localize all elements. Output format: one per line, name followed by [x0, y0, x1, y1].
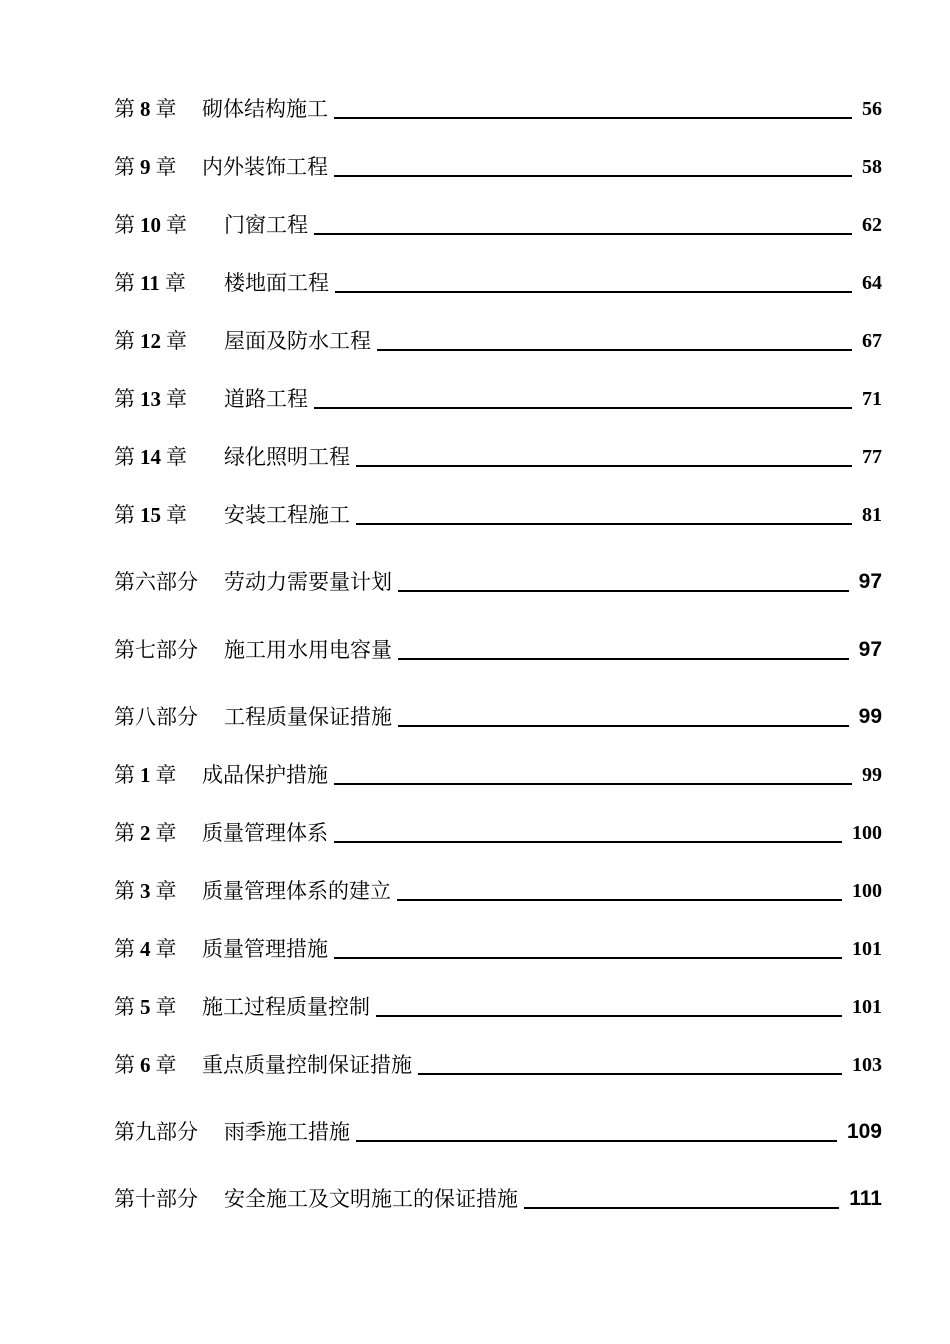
toc-page-number: 71 — [862, 388, 882, 410]
toc-title: 劳动力需要量计划 — [224, 570, 392, 594]
toc-entry[interactable] — [114, 1052, 882, 1078]
toc-page-number: 99 — [858, 705, 882, 728]
toc-chapter-label: 第 2 章 — [114, 821, 177, 845]
toc-page-number: 97 — [858, 570, 882, 593]
toc-title: 楼地面工程 — [224, 271, 329, 295]
toc-leader-line — [334, 782, 852, 785]
toc-page-number: 67 — [862, 330, 882, 352]
toc-chapter-label: 第 4 章 — [114, 937, 177, 961]
toc-entry[interactable] — [114, 270, 882, 296]
toc-entry[interactable] — [114, 878, 882, 904]
toc-page-number: 77 — [862, 446, 882, 468]
toc-page-number: 64 — [862, 272, 882, 294]
toc-entry[interactable] — [114, 444, 882, 470]
toc-title: 雨季施工措施 — [224, 1120, 350, 1144]
toc-entry[interactable] — [114, 994, 882, 1020]
toc-chapter-label: 第 8 章 — [114, 97, 177, 121]
toc-part-entry[interactable] — [114, 569, 882, 595]
toc-page-number: 109 — [846, 1120, 882, 1143]
toc-leader-line — [418, 1072, 842, 1075]
toc-title: 重点质量控制保证措施 — [202, 1053, 412, 1077]
toc-leader-line — [334, 116, 852, 119]
toc-entry[interactable] — [114, 212, 882, 238]
toc-part-entry[interactable] — [114, 1119, 882, 1145]
toc-part-label: 第十部分 — [114, 1187, 198, 1211]
toc-part-label: 第八部分 — [114, 705, 198, 729]
toc-page-number: 62 — [862, 214, 882, 236]
toc-title: 门窗工程 — [224, 213, 308, 237]
toc-title: 内外装饰工程 — [202, 155, 328, 179]
toc-page-number: 101 — [852, 996, 882, 1018]
toc-leader-line — [334, 840, 842, 843]
toc-leader-line — [314, 232, 852, 235]
toc-leader-line — [377, 348, 852, 351]
toc-title: 施工过程质量控制 — [202, 995, 370, 1019]
toc-chapter-label: 第 12 章 — [114, 329, 187, 353]
toc-title: 质量管理体系的建立 — [202, 879, 391, 903]
toc-page-number: 101 — [852, 938, 882, 960]
toc-title: 施工用水用电容量 — [224, 638, 392, 662]
toc-entry[interactable] — [114, 502, 882, 528]
toc-page-number: 97 — [858, 638, 882, 661]
toc-page-number: 81 — [862, 504, 882, 526]
toc-entry[interactable] — [114, 96, 882, 122]
toc-leader-line — [376, 1014, 842, 1017]
toc-leader-line — [398, 657, 849, 660]
toc-chapter-label: 第 10 章 — [114, 213, 187, 237]
toc-chapter-label: 第 14 章 — [114, 445, 187, 469]
toc-title: 绿化照明工程 — [224, 445, 350, 469]
toc-entry[interactable] — [114, 936, 882, 962]
toc-chapter-label: 第 3 章 — [114, 879, 177, 903]
toc-leader-line — [334, 174, 852, 177]
toc-leader-line — [356, 464, 852, 467]
toc-page-number: 100 — [852, 822, 882, 844]
toc-part-entry[interactable] — [114, 1186, 882, 1212]
toc-page-number: 99 — [862, 764, 882, 786]
toc-page-number: 100 — [852, 880, 882, 902]
toc-title: 安全施工及文明施工的保证措施 — [224, 1187, 518, 1211]
toc-page-number: 111 — [849, 1187, 882, 1210]
toc-chapter-label: 第 13 章 — [114, 387, 187, 411]
toc-chapter-label: 第 5 章 — [114, 995, 177, 1019]
toc-page-number: 103 — [852, 1054, 882, 1076]
toc-chapter-label: 第 15 章 — [114, 503, 187, 527]
toc-leader-line — [398, 589, 849, 592]
toc-title: 工程质量保证措施 — [224, 705, 392, 729]
toc-part-entry[interactable] — [114, 704, 882, 730]
toc-entry[interactable] — [114, 820, 882, 846]
toc-leader-line — [334, 956, 842, 959]
toc-title: 质量管理措施 — [202, 937, 328, 961]
toc-part-label: 第九部分 — [114, 1120, 198, 1144]
toc-chapter-label: 第 1 章 — [114, 763, 177, 787]
toc-title: 砌体结构施工 — [202, 97, 328, 121]
toc-leader-line — [524, 1206, 839, 1209]
toc-entry[interactable] — [114, 386, 882, 412]
toc-leader-line — [356, 1139, 837, 1142]
toc-title: 道路工程 — [224, 387, 308, 411]
toc-title: 成品保护措施 — [202, 763, 328, 787]
toc-page-number: 56 — [862, 98, 882, 120]
toc-leader-line — [356, 522, 852, 525]
toc-entry[interactable] — [114, 154, 882, 180]
toc-chapter-label: 第 9 章 — [114, 155, 177, 179]
toc-leader-line — [335, 290, 852, 293]
toc-part-label: 第六部分 — [114, 570, 198, 594]
toc-chapter-label: 第 11 章 — [114, 271, 186, 295]
toc-leader-line — [397, 898, 842, 901]
toc-entry[interactable] — [114, 328, 882, 354]
toc-title: 质量管理体系 — [202, 821, 328, 845]
toc-part-entry[interactable] — [114, 637, 882, 663]
toc-title: 屋面及防水工程 — [224, 329, 371, 353]
toc-leader-line — [398, 724, 849, 727]
toc-chapter-label: 第 6 章 — [114, 1053, 177, 1077]
toc-entry[interactable] — [114, 762, 882, 788]
toc-page-number: 58 — [862, 156, 882, 178]
toc-title: 安装工程施工 — [224, 503, 350, 527]
toc-leader-line — [314, 406, 852, 409]
toc-part-label: 第七部分 — [114, 638, 198, 662]
